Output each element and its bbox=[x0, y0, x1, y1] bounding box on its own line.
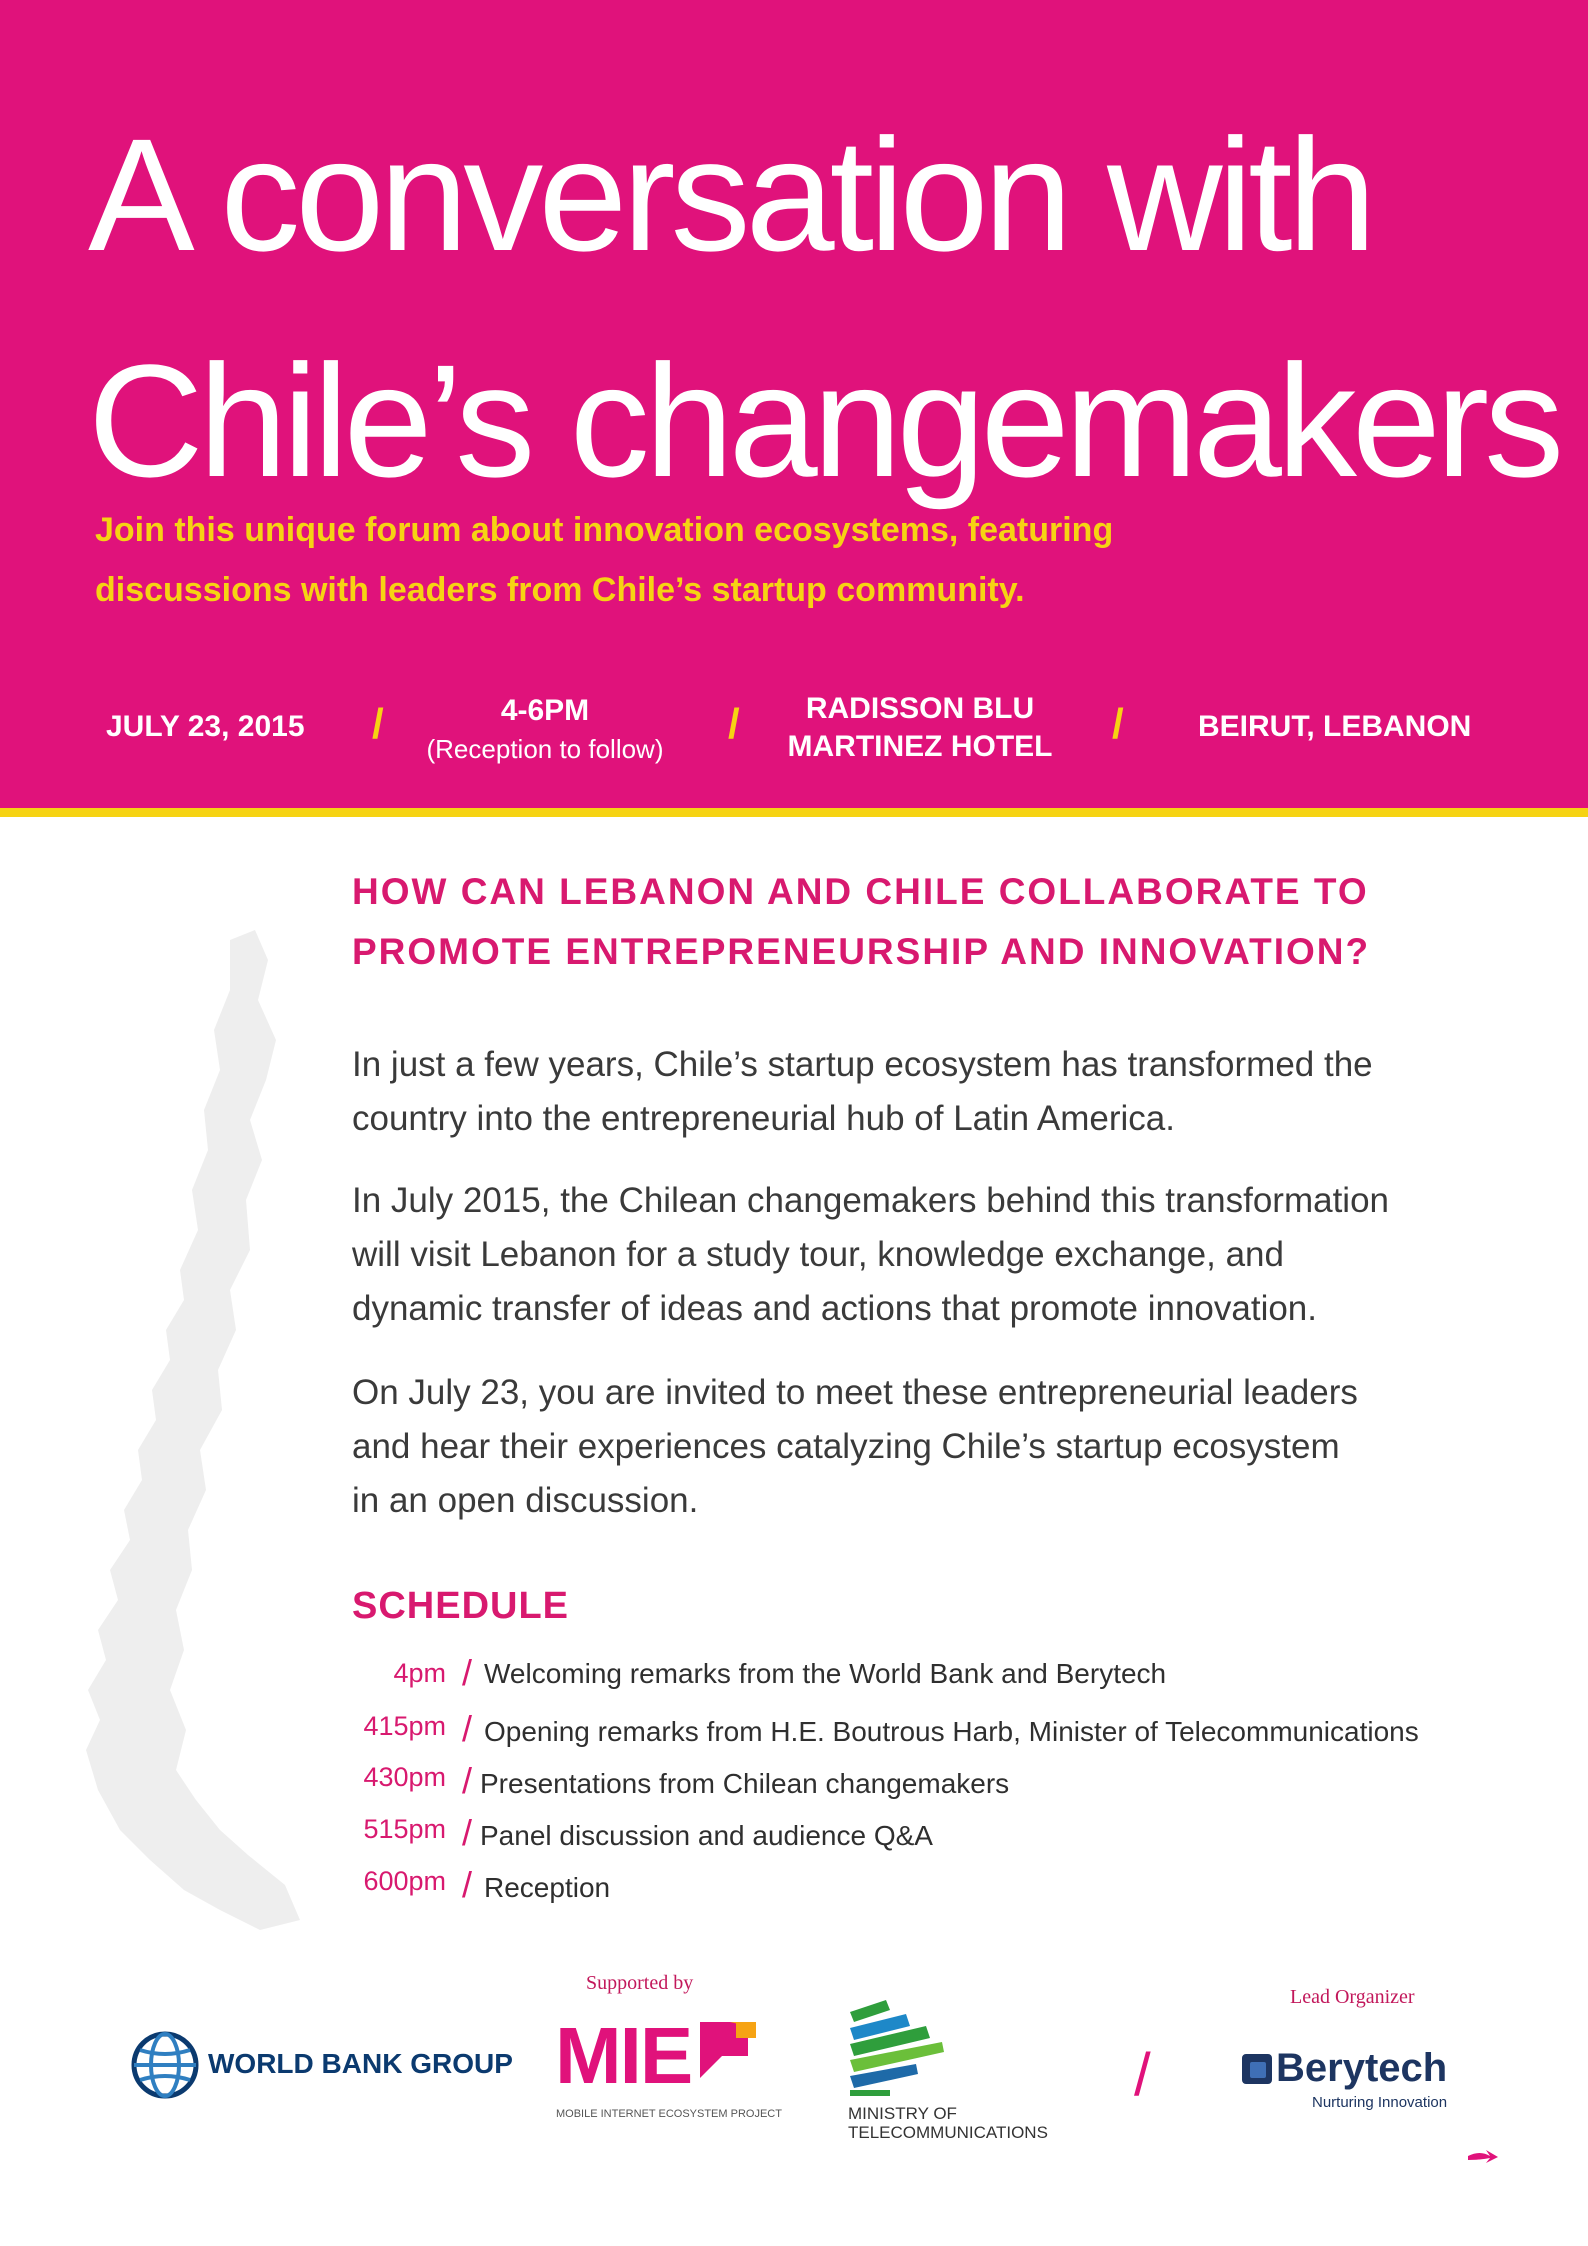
header-banner bbox=[0, 0, 1588, 808]
world-bank-logo-text: WORLD BANK GROUP bbox=[208, 2048, 513, 2079]
mie-flag-icon bbox=[700, 2022, 756, 2078]
section-question bbox=[352, 862, 1552, 982]
venue-line-2: MARTINEZ HOTEL bbox=[787, 730, 1053, 763]
title-line-1: A conversation with bbox=[88, 105, 1372, 284]
venue-line-1: RADISSON BLU bbox=[805, 692, 1035, 725]
event-time-block bbox=[410, 692, 680, 768]
schedule-desc-1: Welcoming remarks from the World Bank and Berytech bbox=[484, 1658, 1167, 1689]
schedule-desc-2: Opening remarks from H.E. Boutrous Harb, Minister of Telecommunications bbox=[484, 1716, 1419, 1747]
berytech-logo: Berytech bbox=[1276, 2046, 1448, 2090]
paragraph-1 bbox=[352, 1038, 1552, 1146]
schedule-separator-1: / bbox=[462, 1652, 473, 1693]
info-separator-1: / bbox=[372, 700, 384, 747]
mie-logo: MIE bbox=[555, 2011, 692, 2100]
event-location: BEIRUT, LEBANON bbox=[1198, 710, 1472, 743]
ministry-line-2: TELECOMMUNICATIONS bbox=[848, 2123, 1048, 2142]
paragraph-2-line-2: will visit Lebanon for a study tour, knowledge exchange, and bbox=[352, 1235, 1284, 1274]
paragraph-1-line-2: country into the entrepreneurial hub of Latin America. bbox=[352, 1099, 1175, 1138]
ministry-logo-icon bbox=[846, 2000, 946, 2100]
arrow-right-icon bbox=[1466, 2146, 1500, 2166]
schedule-time-4: 515pm bbox=[363, 1814, 446, 1844]
schedule-separator-4: / bbox=[462, 1812, 473, 1853]
info-separator-3: / bbox=[1112, 700, 1124, 747]
chile-map-icon bbox=[80, 930, 310, 1940]
title-line-2: Chile’s changemakers bbox=[88, 331, 1560, 510]
event-date: JULY 23, 2015 bbox=[106, 710, 305, 743]
schedule-time-1: 4pm bbox=[393, 1658, 446, 1688]
paragraph-3-line-3: in an open discussion. bbox=[352, 1481, 699, 1520]
supported-by-label: Supported by bbox=[586, 1972, 694, 1994]
schedule-time-5: 600pm bbox=[363, 1866, 446, 1896]
paragraph-3 bbox=[352, 1366, 1552, 1528]
schedule-separator-2: / bbox=[462, 1708, 473, 1749]
world-bank-globe-icon bbox=[130, 2030, 200, 2100]
schedule-separator-3: / bbox=[462, 1760, 473, 1801]
berytech-mark-icon bbox=[1242, 2054, 1272, 2084]
mie-caption: MOBILE INTERNET ECOSYSTEM PROJECT bbox=[556, 2108, 782, 2120]
schedule-title: SCHEDULE bbox=[352, 1585, 570, 1627]
ministry-logo-text bbox=[848, 2104, 1048, 2142]
paragraph-2 bbox=[352, 1174, 1552, 1336]
ministry-line-1: MINISTRY OF bbox=[848, 2104, 957, 2123]
paragraph-2-line-3: dynamic transfer of ideas and actions that promote innovation. bbox=[352, 1289, 1317, 1328]
berytech-tagline: Nurturing Innovation bbox=[1312, 2094, 1448, 2111]
paragraph-2-line-1: In July 2015, the Chilean changemakers behind this transformation bbox=[352, 1181, 1389, 1220]
event-title bbox=[88, 82, 1568, 534]
event-venue bbox=[770, 690, 1070, 766]
intro-line-1: Join this unique forum about innovation ecosystems, featuring bbox=[95, 511, 1114, 549]
header-divider bbox=[0, 808, 1588, 817]
schedule-time-2: 415pm bbox=[363, 1711, 446, 1741]
question-line-1: HOW CAN LEBANON AND CHILE COLLABORATE TO bbox=[352, 871, 1369, 912]
lead-organizer-label: Lead Organizer bbox=[1290, 1986, 1415, 2008]
schedule-desc-5: Reception bbox=[484, 1872, 611, 1903]
schedule-time-3: 430pm bbox=[363, 1762, 446, 1792]
paragraph-1-line-1: In just a few years, Chile’s startup ecosystem has transformed the bbox=[352, 1045, 1373, 1084]
event-time-note: (Reception to follow) bbox=[426, 734, 664, 764]
question-line-2: PROMOTE ENTREPRENEURSHIP AND INNOVATION? bbox=[352, 931, 1371, 972]
event-time: 4-6PM bbox=[500, 694, 590, 727]
schedule-separator-5: / bbox=[462, 1864, 473, 1905]
schedule-desc-4: Panel discussion and audience Q&A bbox=[480, 1820, 933, 1851]
paragraph-3-line-2: and hear their experiences catalyzing Chile’s startup ecosystem bbox=[352, 1427, 1340, 1466]
schedule-desc-3: Presentations from Chilean changemakers bbox=[480, 1768, 1010, 1799]
footer-separator: / bbox=[1134, 2041, 1151, 2108]
paragraph-3-line-1: On July 23, you are invited to meet these entrepreneurial leaders bbox=[352, 1373, 1358, 1412]
intro-text bbox=[95, 500, 1295, 620]
info-separator-2: / bbox=[728, 700, 740, 747]
intro-line-2: discussions with leaders from Chile’s startup community. bbox=[95, 571, 1025, 609]
